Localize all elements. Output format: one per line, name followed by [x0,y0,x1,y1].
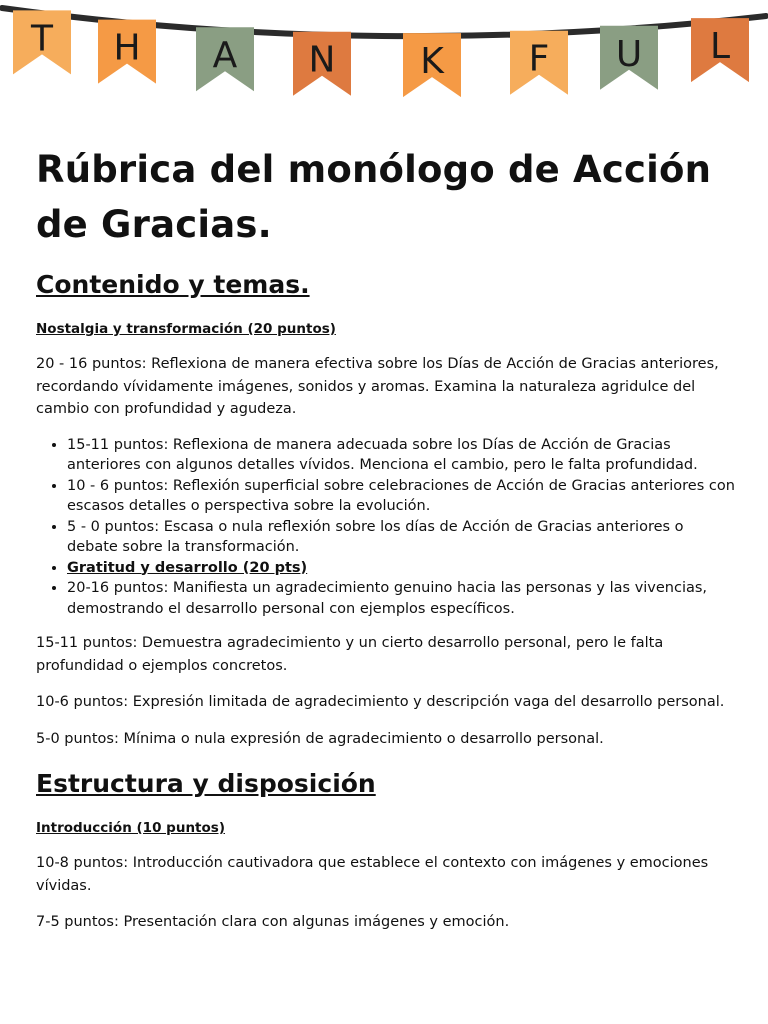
paragraph-nostalgia-20-16: 20 - 16 puntos: Reflexiona de manera efectiva sobre los Días de Acción de Gracias anteriores, recordando vívidamente imágenes, sonidos y aromas. Examina la naturaleza agridulce del cambio con profundidad y agudeza. [36,356,719,417]
document-body [36,142,736,934]
banner-letter: N [308,39,336,81]
paragraph-gratitude-10-6: 10-6 puntos: Expresión limitada de agradecimiento y descripción vaga del desarrollo personal. [36,694,725,710]
list-item: • 20-16 puntos: Manifiesta un agradecimiento genuino hacia las personas y las vivencias, demostrando el desarrollo personal con ejemplos específicos. [67,578,736,619]
bullet-list [36,435,736,620]
banner-letter: A [212,35,238,77]
paragraph-gratitude-15-11: 15-11 puntos: Demuestra agradecimiento y un cierto desarrollo personal, pero le falta profundidad o ejemplos concretos. [36,635,664,674]
criterion-heading-introduction: Introducción (10 puntos) [36,820,225,836]
banner-letter: K [420,41,444,83]
criterion-heading-nostalgia: Nostalgia y transformación (20 puntos) [36,321,336,337]
list-item: • 10 - 6 puntos: Reflexión superficial sobre celebraciones de Acción de Gracias anteriores con escasos detalles o perspectiva sobre la evolución. [67,476,736,517]
list-item: • 15-11 puntos: Reflexiona de manera adecuada sobre los Días de Acción de Gracias anteriores con algunos detalles vívidos. Menciona el cambio, pero le falta profundidad. [67,435,736,476]
banner-letter: L [709,26,731,68]
document-title: Rúbrica del monólogo de Acción de Gracias. [36,148,712,246]
banner-letter: T [31,18,53,60]
paragraph-intro-10-8: 10-8 puntos: Introducción cautivadora que establece el contexto con imágenes y emociones vívidas. [36,855,709,894]
paragraph-intro-7-5: 7-5 puntos: Presentación clara con algunas imágenes y emoción. [36,914,510,930]
banner-letter: H [113,27,141,69]
paragraph-gratitude-5-0: 5-0 puntos: Mínima o nula expresión de agradecimiento o desarrollo personal. [36,730,604,747]
section-heading-content: Contenido y temas. [36,270,310,299]
list-item-gratitude-heading: • Gratitud y desarrollo (20 pts) [67,558,736,579]
banner-letter: F [528,38,550,80]
banner-letter: U [615,33,643,75]
list-item: • 5 - 0 puntos: Escasa o nula reflexión sobre los días de Acción de Gracias anteriores o debate sobre la transformación. [67,517,736,558]
thankful-banner [0,0,768,130]
section-heading-structure: Estructura y disposición [36,769,376,798]
